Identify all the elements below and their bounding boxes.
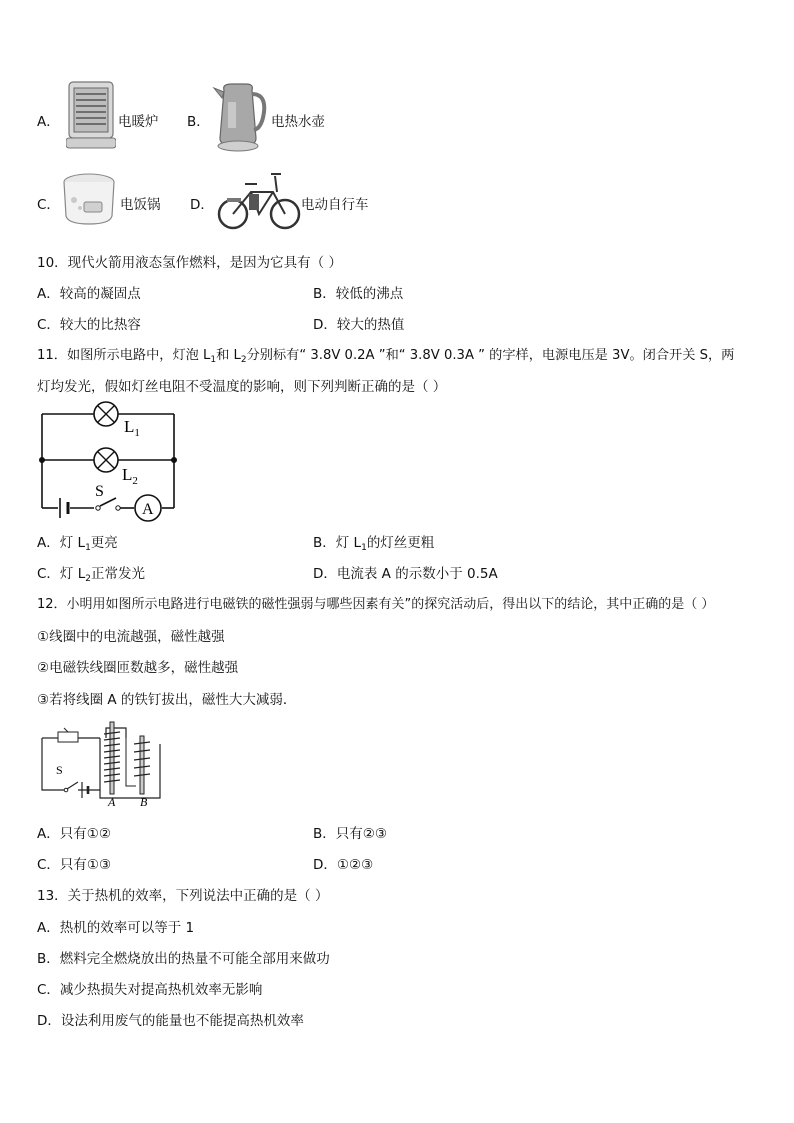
q13-option-d: D．设法利用废气的能量也不能提高热机效率 xyxy=(37,1013,304,1029)
q9-option-d-letter: D． xyxy=(190,197,214,213)
q13-option-a: A．热机的效率可以等于 1 xyxy=(37,920,195,936)
q12-option-a: A．只有①② xyxy=(37,826,111,842)
q9-option-d-label: 电动自行车 xyxy=(301,197,369,213)
q9-option-c-letter: C． xyxy=(37,197,60,213)
label-coil-b: B xyxy=(140,795,148,809)
q10-option-a: A．较高的凝固点 xyxy=(37,286,141,302)
q11-stem-line2: 灯均发光，假如灯丝电阻不受温度的影响，则下列判断正确的是（ ） xyxy=(37,379,447,395)
q13-option-b: B．燃料完全燃烧放出的热量不可能全部用来做功 xyxy=(37,951,330,967)
q10-option-c: C．较大的比热容 xyxy=(37,317,141,333)
q10-option-b: B．较低的沸点 xyxy=(313,286,404,302)
rice-cooker-icon xyxy=(60,170,118,228)
q11-option-d: D．电流表 A 的示数小于 0.5A xyxy=(313,566,498,582)
q13-option-c: C．减少热损失对提高热机效率无影响 xyxy=(37,982,263,998)
label-l2: $L_2$ xyxy=(122,465,138,487)
q11-option-b: B．灯 $L_1$的灯丝更粗 xyxy=(313,535,435,553)
q13-stem: 13．关于热机的效率，下列说法中正确的是（ ） xyxy=(37,888,329,904)
lamp-l1-icon xyxy=(94,402,118,426)
electric-bicycle-icon xyxy=(215,166,303,232)
q10-option-d: D．较大的热值 xyxy=(313,317,405,333)
label-ammeter: A xyxy=(142,501,154,518)
label-switch: S xyxy=(95,483,104,500)
electric-heater-icon xyxy=(66,80,116,150)
q9-option-a-letter: A． xyxy=(37,114,60,130)
battery-icon xyxy=(60,498,68,518)
q12-electromagnet-circuit xyxy=(36,718,166,810)
q12-statement-2: ②电磁铁线圈匝数越多，磁性越强 xyxy=(37,660,239,676)
q11-option-c: C．灯 $L_2$正常发光 xyxy=(37,566,145,584)
q9-option-b-letter: B． xyxy=(187,114,210,130)
lamp-l2-icon xyxy=(94,448,118,472)
q12-option-d: D．①②③ xyxy=(313,857,374,873)
q12-stem: 12．小明用如图所示电路进行电磁铁的磁性强弱与哪些因素有关”的探究活动后，得出以下的结论，其中正确的是（ ） xyxy=(37,597,715,612)
q12-statement-1: ①线圈中的电流越强，磁性越强 xyxy=(37,629,225,645)
q12-option-c: C．只有①③ xyxy=(37,857,112,873)
q9-option-c-label: 电饭锅 xyxy=(120,197,161,213)
label-l1: $L_1$ xyxy=(124,417,140,439)
coil-b-icon xyxy=(134,736,150,794)
rheostat-icon xyxy=(58,732,78,742)
electric-kettle-icon xyxy=(212,80,270,152)
q11-option-a: A．灯 $L_1$更亮 xyxy=(37,535,118,553)
label-coil-a: A xyxy=(108,795,116,809)
q10-stem: 10．现代火箭用液态氢作燃料，是因为它具有（ ） xyxy=(37,255,342,271)
q12-statement-3: ③若将线圈 A 的铁钉拔出，磁性大大减弱． xyxy=(37,692,297,708)
q11-stem-line1: 11．如图所示电路中，灯泡 $L_1$和 $L_2$分别标有“ 3.8V 0.2A ”和“ 3.8V 0.3A ” 的字样，电源电压是 3V。闭合开关 S，两 xyxy=(37,348,735,365)
q9-option-b-label: 电热水壶 xyxy=(271,114,325,130)
q11-circuit-diagram xyxy=(36,398,182,522)
label-switch: S xyxy=(56,763,63,777)
q12-option-b: B．只有②③ xyxy=(313,826,387,842)
q9-option-a-label: 电暖炉 xyxy=(118,114,159,130)
